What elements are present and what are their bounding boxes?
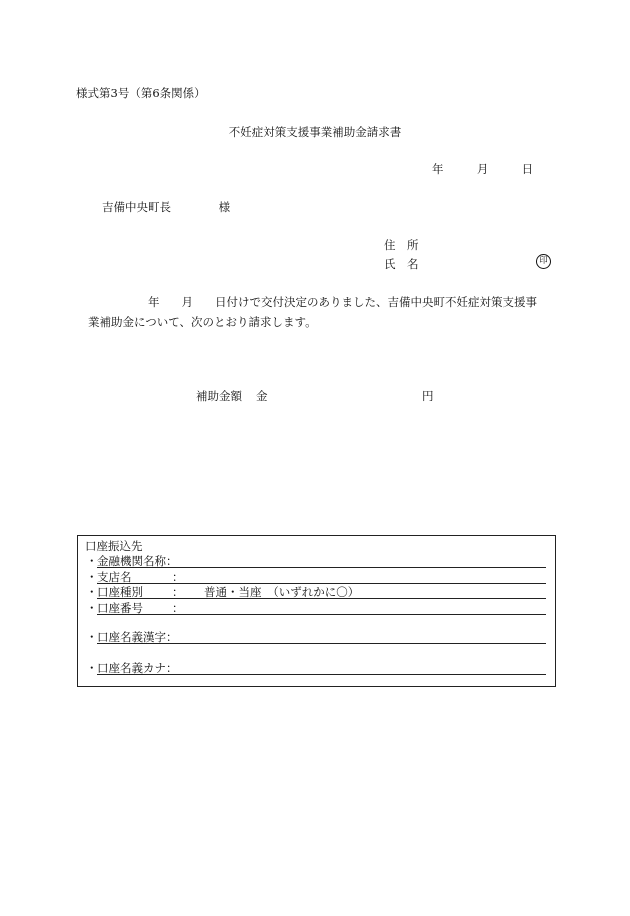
row-label: 口座種別 <box>97 585 143 599</box>
row-label: 口座名義カナ： <box>97 661 178 675</box>
date-month-label: 月 <box>476 162 489 176</box>
row-bullet: ・ <box>86 570 98 584</box>
row-label: 口座番号 <box>97 601 143 615</box>
row-bullet: ・ <box>86 661 98 675</box>
body-text-line2: 業補助金について、次のとおり請求します。 <box>88 315 317 329</box>
body-text-line1 <box>148 294 537 310</box>
form-number: 様式第3号（第6条関係） <box>76 86 206 100</box>
row-colon: ： <box>172 601 184 615</box>
amount-label: 補助金額 <box>196 389 242 403</box>
row-underline <box>97 614 546 615</box>
applicant-address-label: 住 所 <box>384 238 419 252</box>
amount-yen: 円 <box>422 389 434 403</box>
addressee-honorific: 様 <box>218 200 231 214</box>
row-bullet: ・ <box>86 585 98 599</box>
row-underline <box>97 598 546 599</box>
body-line1-text: 日付けで交付決定のありました、吉備中央町不妊症対策支援事 <box>215 295 537 309</box>
date-year-label: 年 <box>432 162 444 176</box>
row-underline <box>97 674 546 675</box>
row-label: 金融機関名称： <box>97 554 178 568</box>
row-underline <box>97 643 546 644</box>
date-day-label: 日 <box>521 162 534 176</box>
row-colon: ： <box>172 570 184 584</box>
bank-box-title: 口座振込先 <box>85 539 143 553</box>
amount-kin: 金 <box>256 389 268 403</box>
date-line <box>432 161 533 177</box>
row-label: 口座名義漢字： <box>97 630 178 644</box>
row-underline <box>97 567 546 568</box>
account-type-options: 普通・当座 （いずれかに〇） <box>204 585 360 599</box>
row-bullet: ・ <box>86 554 98 568</box>
body-month-label: 月 <box>181 295 193 309</box>
row-label: 支店名 <box>97 570 132 584</box>
document-title: 不妊症対策支援事業補助金請求書 <box>228 125 402 139</box>
addressee-name: 吉備中央町長 <box>102 200 171 214</box>
seal-mark: 印 <box>536 254 551 269</box>
bank-transfer-box <box>77 535 556 687</box>
row-bullet: ・ <box>86 601 98 615</box>
body-year-label: 年 <box>148 295 160 309</box>
applicant-name-label: 氏 名 <box>384 257 419 271</box>
row-bullet: ・ <box>86 630 98 644</box>
addressee <box>102 199 230 215</box>
row-colon: ： <box>172 585 184 599</box>
